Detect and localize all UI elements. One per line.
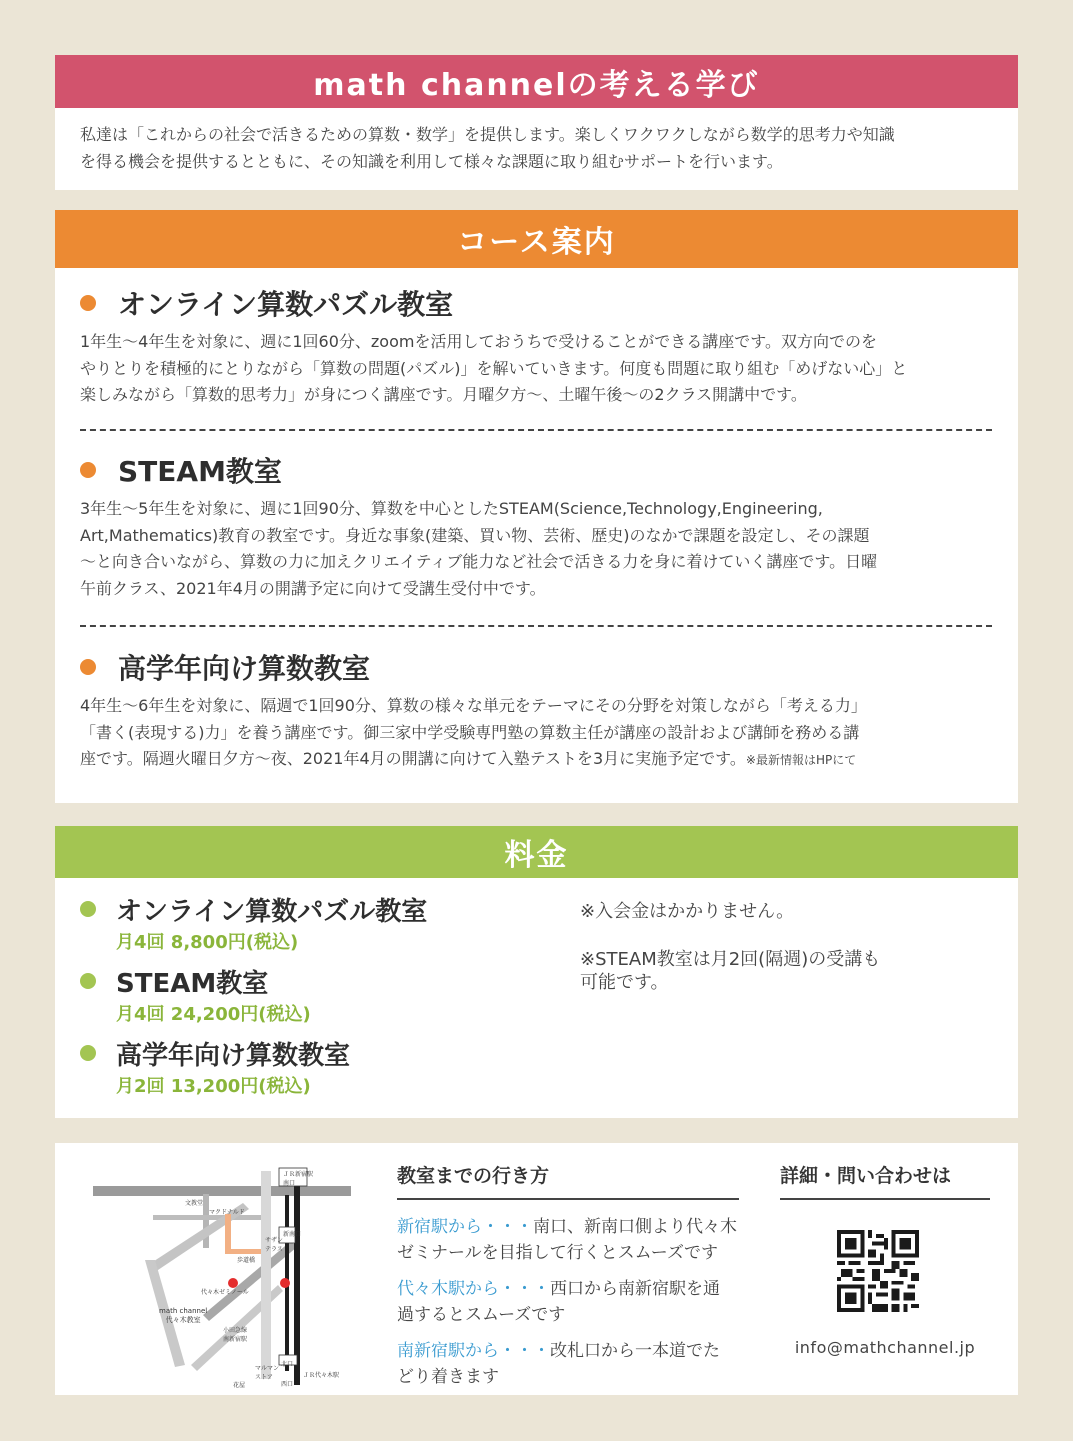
price-course-name: 高学年向け算数教室 <box>116 1040 351 1071</box>
course-description: 3年生～5年生を対象に、週に1回90分、算数を中心としたSTEAM(Science,Technology,Engineering, Art,Mathematics)教育の教室です。身近な事象(建築、買い物、芸術、歴史)のなかで課題を設定し、その課題 ～と向き合いながら、算数の力に加えクリエイティブ能力など社会で活きる力を身に着けていく講座です。日曜 午前クラス、2021年4月の開講予定に向けて受講生受付中です。 <box>80 499 878 598</box>
about-text: 私達は「これからの社会で活きるための算数・数学」を提供します。楽しくワクワクしながら数学的思考力や知識 を得る機会を提供するとともに、その知識を利用して様々な課題に取り組むサポートを行います。 <box>80 125 895 171</box>
bullet-dot <box>80 901 96 917</box>
course-title: オンライン算数パズル教室 <box>118 288 454 321</box>
courses-panel <box>55 210 1018 803</box>
price-course-name: STEAM教室 <box>116 968 269 999</box>
enrollment-fee-note: ※入会金はかかりません。 <box>580 901 795 922</box>
map-label-jr-shinjuku: ＪＲ新宿駅 南口 <box>283 1171 314 1187</box>
map-graphic <box>93 1165 353 1390</box>
map-label-school: math channel 代々木教室 <box>159 1307 208 1324</box>
station-name: 南新宿駅から・・・ <box>397 1341 550 1361</box>
course-description: 1年生～4年生を対象に、週に1回60分、zoomを活用しておうちで受けることができる講座です。双方向でのを やりとりを積極的にとりながら「算数の問題(パズル)」を解いていきます。何度も問題に取り組む「めげない心」と 楽しみながら「算数的思考力」が身につく講座です。月曜夕方～、土曜午後～の2クラス開講中です。 <box>80 332 908 404</box>
price-item-online-puzzle <box>80 892 427 954</box>
contact-block <box>780 1161 990 1357</box>
divider <box>80 429 992 431</box>
contact-email[interactable]: info@mathchannel.jp <box>794 1338 976 1357</box>
course-steam <box>80 450 990 602</box>
price-item-upper-grade <box>80 1036 350 1098</box>
bullet-dot <box>80 1045 96 1061</box>
pricing-panel <box>55 826 1018 1118</box>
bullet-dot <box>80 659 96 675</box>
about-panel <box>55 55 1018 190</box>
price-value: 月2回 13,200円(税込) <box>116 1076 311 1097</box>
map-label-pedestrian-bridge: 歩道橋 <box>237 1257 256 1264</box>
divider <box>80 625 992 627</box>
courses-title: コース案内 <box>55 210 1018 268</box>
course-title: STEAM教室 <box>118 455 282 488</box>
route-minami-shinjuku: 南新宿駅から・・・改札口から一本道でた どり着きます <box>397 1341 720 1387</box>
map-label-jr-yoyogi: ＪＲ代々木駅 <box>303 1372 340 1379</box>
map-label-new-south-exit: 新南口 <box>283 1231 302 1238</box>
access-directions <box>397 1161 739 1390</box>
access-heading: 教室までの行き方 <box>397 1161 739 1200</box>
map-label-odakyu: 小田急線 南新宿駅 <box>223 1327 248 1343</box>
map-label-kitaguchi: 北口 <box>281 1361 294 1368</box>
course-upper-grade <box>80 647 990 774</box>
price-course-name: オンライン算数パズル教室 <box>116 896 428 927</box>
map-label-nishiguchi: 西口 <box>281 1381 294 1388</box>
latest-info-note: ※最新情報はHPにて <box>745 753 857 767</box>
map-label-yoyogi-seminar: 代々木ゼミノール <box>201 1289 249 1296</box>
access-map <box>93 1165 353 1390</box>
contact-heading: 詳細・問い合わせは <box>780 1161 990 1200</box>
map-label-maruman: マルマン ストア <box>255 1365 280 1381</box>
route-yoyogi: 代々木駅から・・・西口から南新宿駅を通 過するとスムーズです <box>397 1279 720 1325</box>
station-name: 代々木駅から・・・ <box>397 1279 550 1299</box>
map-label-southern-terrace: サザン テラス <box>265 1237 283 1253</box>
map-label-flower: 花屋 <box>233 1382 246 1389</box>
route-shinjuku: 新宿駅から・・・南口、新南口側より代々木 ゼミナールを目指して行くとスムーズです <box>397 1217 737 1263</box>
access-panel <box>55 1143 1018 1395</box>
course-online-puzzle <box>80 283 990 409</box>
bullet-dot <box>80 295 96 311</box>
map-label-bunkado: 文教堂 <box>185 1200 204 1207</box>
about-title: math channelの考える学び <box>55 55 1018 108</box>
price-value: 月4回 24,200円(税込) <box>116 1004 311 1025</box>
bullet-dot <box>80 462 96 478</box>
price-value: 月4回 8,800円(税込) <box>116 932 299 953</box>
pricing-title: 料金 <box>55 826 1018 878</box>
bullet-dot <box>80 973 96 989</box>
price-item-steam <box>80 964 311 1026</box>
qr-code-icon[interactable] <box>837 1230 919 1312</box>
station-name: 新宿駅から・・・ <box>397 1217 533 1237</box>
map-label-mcdonalds: マクドナルド <box>209 1209 245 1216</box>
course-description: 4年生～6年生を対象に、隔週で1回90分、算数の様々な単元をテーマにその分野を対策しながら「考える力」 「書く(表現する)力」を養う講座です。御三家中学受験専門塾の算数主任が講座の設計および講師を務める講 座です。隔週火曜日夕方～夜、2021年4月の開講に向けて入塾テストを3月に実施予定です。※最新情報はHPにて <box>80 696 867 768</box>
course-title: 高学年向け算数教室 <box>118 652 371 685</box>
steam-biweekly-note: ※STEAM教室は月2回(隔週)の受講も 可能です。 <box>580 949 881 993</box>
